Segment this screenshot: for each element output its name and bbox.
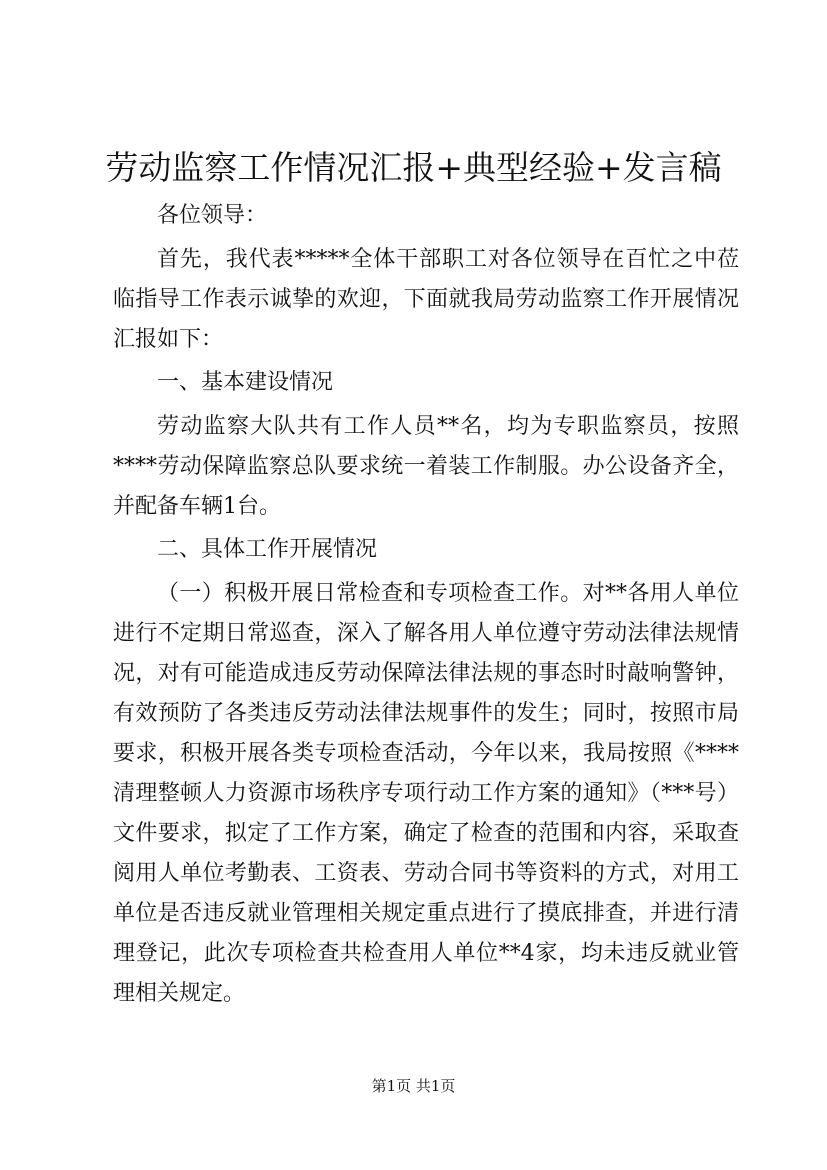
section-heading-basic: 一、基本建设情况 (157, 370, 334, 396)
document-body (113, 196, 739, 1018)
basic-construction-paragraph: 劳动监察大队共有工作人员**名，均为专职监察员，按照****劳动保障监察总队要求统一着装工作制服。办公设备齐全，并配备车辆1台。 (113, 413, 739, 519)
salutation-paragraph: 各位领导： (157, 203, 268, 228)
intro-paragraph: 首先，我代表*****全体干部职工对各位领导在百忙之中莅临指导工作表示诚挚的欢迎，下面就我局劳动监察工作开展情况汇报如下： (113, 246, 739, 352)
page-footer: 第1页 共1页 (371, 1077, 456, 1095)
section-heading-work: 二、具体工作开展情况 (157, 537, 378, 563)
document-title: 劳动监察工作情况汇报+典型经验+发言稿 (105, 148, 722, 187)
inspection-paragraph: （一）积极开展日常检查和专项检查工作。对**各用人单位进行不定期日常巡查，深入了解各用人单位遵守劳动法律法规情况，对有可能造成违反劳动保障法律法规的事态时时敲响警钟，有效预防了各类违反劳动法律法规事件的发生；同时，按照市局要求，积极开展各类专项检查活动，今年以来，我局按照《****清理整顿人力资源市场秩序专项行动工作方案的通知》（***号）文件要求，拟定了工作方案，确定了检查的范围和内容，采取查阅用人单位考勤表、工资表、劳动合同书等资料的方式，对用工单位是否违反就业管理相关规定重点进行了摸底排查，并进行清理登记，此次专项检查共检查用人单位**4家，均未违反就业管理相关规定。 (113, 580, 739, 1006)
